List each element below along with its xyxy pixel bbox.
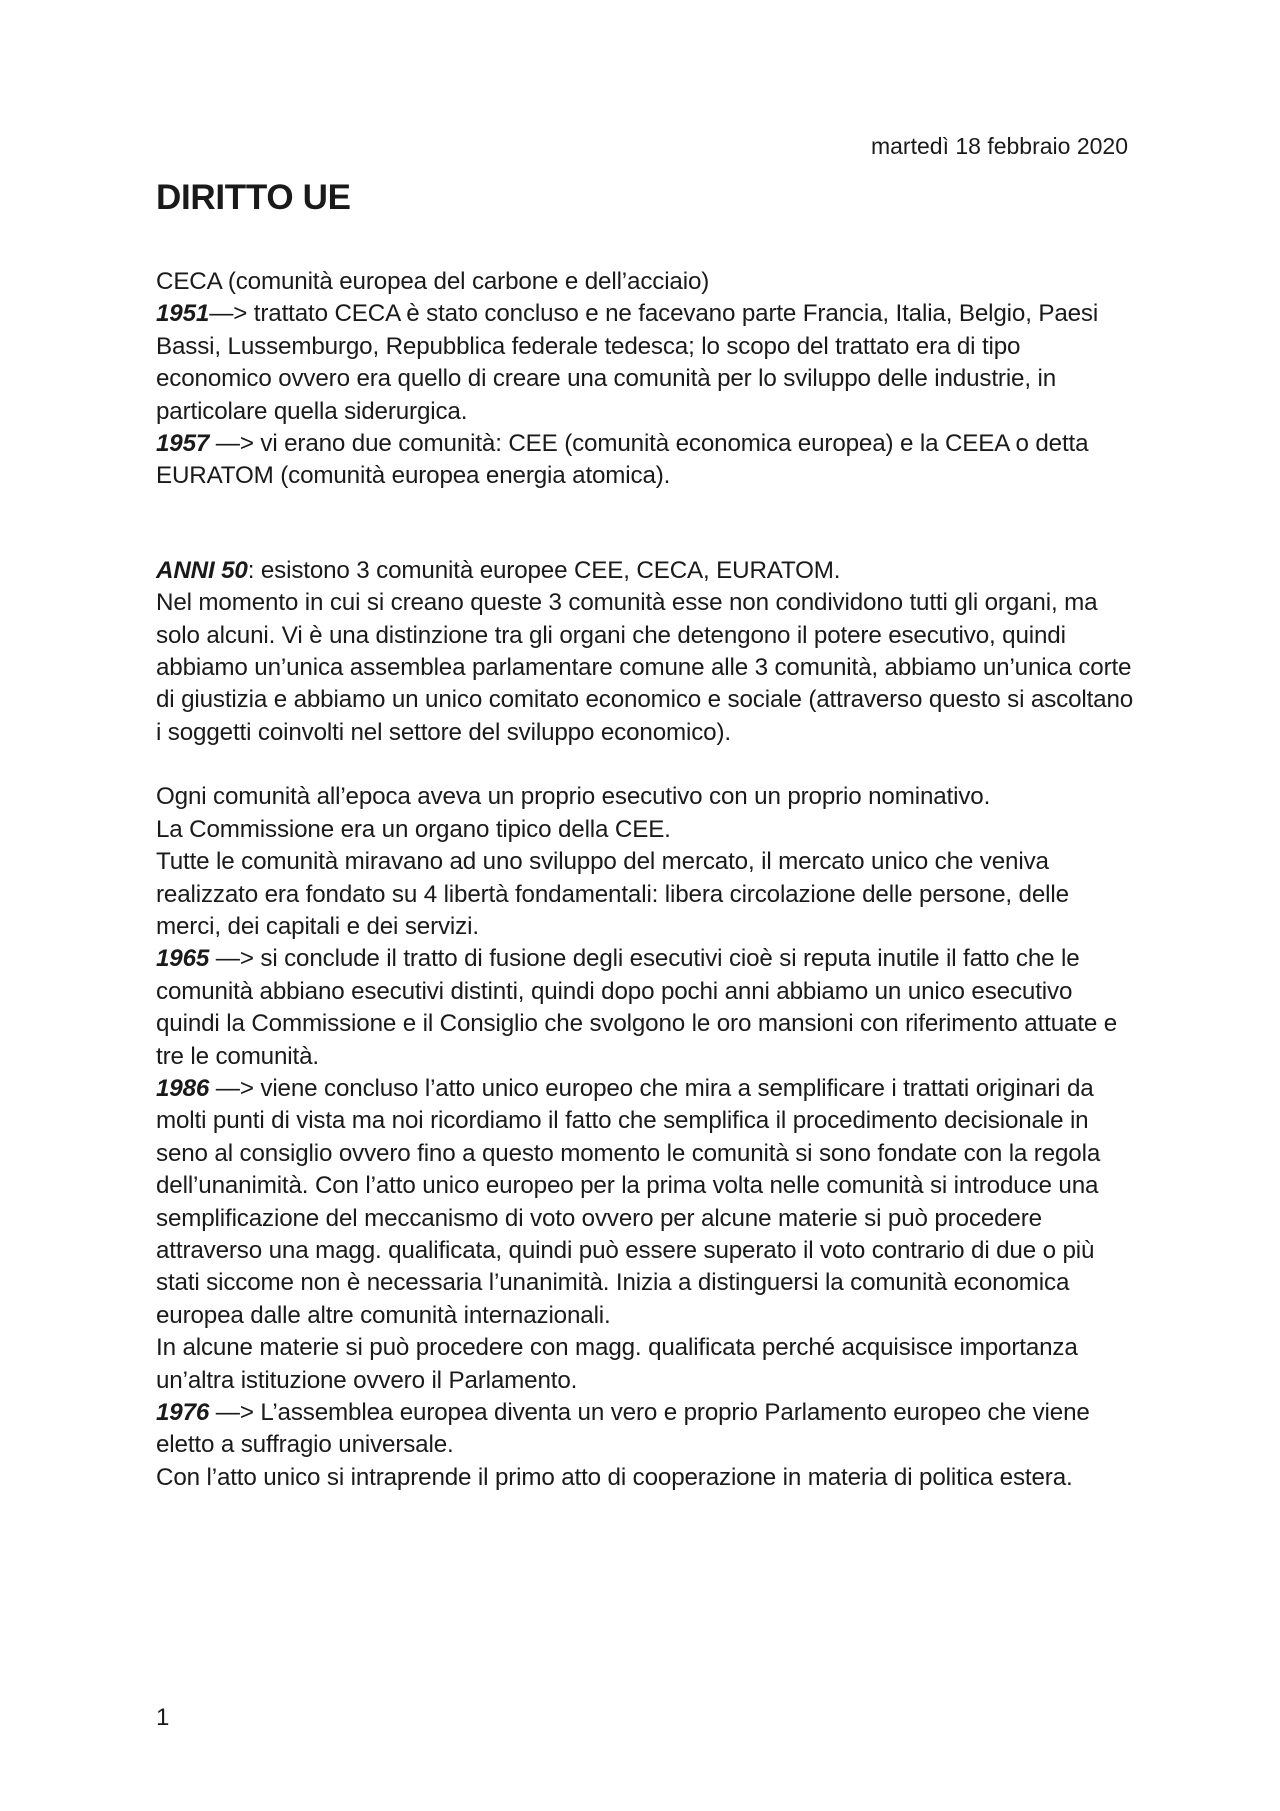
page-number: 1 <box>156 1704 170 1731</box>
paragraph-parlamento: In alcune materie si può procedere con magg. qualificata perché acquisisce importanza un’altra istituzione ovvero il Parlamento. <box>156 1334 1078 1394</box>
paragraph-text: : esistono 3 comunità europee CEE, CECA, EURATOM. <box>247 556 841 584</box>
year-label-1976: 1976 <box>156 1399 210 1426</box>
year-label-1951: 1951 <box>156 300 210 328</box>
document-date: martedì 18 febbraio 2020 <box>870 133 1128 159</box>
spacer <box>156 493 1136 555</box>
paragraph-text: —> si conclude il tratto di fusione degli esecutivi cioè si reputa inutile il fatto che le comunità abbiano esecutivi distinti, quindi dopo pochi anni abbiamo un unico esecutivo quindi la Commissione e il Consiglio che svolgono le oro mansioni con riferimento attuate e tre le comunità. <box>156 945 1118 1070</box>
spacer <box>156 749 1136 781</box>
paragraph-1986 <box>156 1073 1136 1332</box>
paragraph-politica-estera: Con l’atto unico si intraprende il primo atto di cooperazione in materia di politica estera. <box>156 1463 1073 1491</box>
paragraph-1965 <box>156 943 1136 1073</box>
paragraph-organi: Nel momento in cui si creano queste 3 comunità esse non condividono tutti gli organi, ma solo alcuni. Vi è una distinzione tra gli organi che detengono il potere esecutivo, quindi abbiamo un’unica assemblea parlamentare comune alle 3 comunità, abbiamo un’unica corte di giustizia e abbiamo un unico comitato economico e sociale (attraverso questo si ascoltano i soggetti coinvolti nel settore del sviluppo economico). <box>156 589 1134 746</box>
year-label-1957: 1957 <box>156 430 210 458</box>
label-anni-50: ANNI 50 <box>156 556 248 584</box>
year-label-1965: 1965 <box>156 945 210 973</box>
paragraph-anni-50 <box>156 555 1136 587</box>
paragraph-esecutivo: Ogni comunità all’epoca aveva un proprio esecutivo con un proprio nominativo. <box>156 783 991 811</box>
paragraph-mercato: Tutte le comunità miravano ad uno sviluppo del mercato, il mercato unico che veniva realizzato era fondato su 4 libertà fondamentali: libera circolazione delle persone, delle merci, dei capitali e dei servizi. <box>156 848 1069 940</box>
paragraph-text: —> L’assemblea europea diventa un vero e proprio Parlamento europeo che viene eletto a suffragio universale. <box>156 1399 1090 1459</box>
paragraph-text: —> vi erano due comunità: CEE (comunità economica europea) e la CEEA o detta EURATOM (comunità europea energia atomica). <box>156 430 1089 490</box>
paragraph-text: —> trattato CECA è stato concluso e ne facevano parte Francia, Italia, Belgio, Paesi Bassi, Lussemburgo, Repubblica federale tedesca; lo scopo del trattato era di tipo economico ovvero era quello di creare una comunità per lo sviluppo delle industrie, in particolare quella siderurgica. <box>156 300 1099 425</box>
document-body <box>156 266 1136 1494</box>
paragraph-commissione: La Commissione era un organo tipico della CEE. <box>156 815 671 843</box>
paragraph-1951 <box>156 298 1136 428</box>
paragraph-1957 <box>156 428 1136 493</box>
paragraph-text: —> viene concluso l’atto unico europeo che mira a semplificare i trattati originari da molti punti di vista ma noi ricordiamo il fatto che semplifica il procedimento decisionale in seno al consiglio ovvero fino a questo momento le comunità si sono fondate con la regola dell’unanimità. Con l’atto unico europeo per la prima volta nelle comunità si introduce una semplificazione del meccanismo di voto ovvero per alcune materie si può procedere attraverso una magg. qualificata, quindi può essere superato il voto contrario di due o più stati siccome non è necessaria l’unanimità. Inizia a distinguersi la comunità economica europea dalle altre comunità internazionali. <box>156 1074 1101 1329</box>
paragraph-ceca-intro: CECA (comunità europea del carbone e dell’acciaio) <box>156 268 710 295</box>
document-title: DIRITTO UE <box>156 178 351 217</box>
year-label-1986: 1986 <box>156 1074 210 1102</box>
paragraph-1976 <box>156 1397 1136 1462</box>
